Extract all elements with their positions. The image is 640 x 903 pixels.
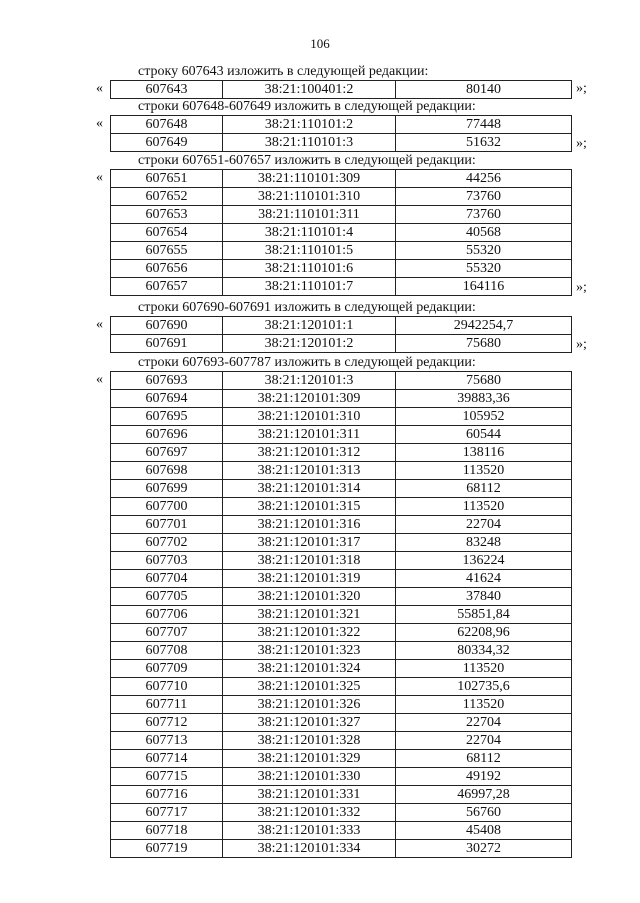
row-number-cell: 607691 xyxy=(111,335,223,353)
value-cell: 68112 xyxy=(396,750,572,768)
value-cell: 80140 xyxy=(396,81,572,99)
value-cell: 80334,32 xyxy=(396,642,572,660)
row-number-cell: 607704 xyxy=(111,570,223,588)
row-number-cell: 607696 xyxy=(111,426,223,444)
table-row xyxy=(111,516,572,534)
table-row xyxy=(111,480,572,498)
row-number-cell: 607651 xyxy=(111,170,223,188)
value-cell: 113520 xyxy=(396,660,572,678)
table-row xyxy=(111,462,572,480)
table-row xyxy=(111,260,572,278)
value-cell: 75680 xyxy=(396,335,572,353)
row-number-cell: 607706 xyxy=(111,606,223,624)
value-cell: 73760 xyxy=(396,188,572,206)
value-cell: 41624 xyxy=(396,570,572,588)
table-row xyxy=(111,750,572,768)
cadastral-number-cell: 38:21:120101:314 xyxy=(223,480,396,498)
cadastral-number-cell: 38:21:120101:332 xyxy=(223,804,396,822)
table-row xyxy=(111,116,572,134)
cadastral-number-cell: 38:21:120101:323 xyxy=(223,642,396,660)
table-row xyxy=(111,840,572,858)
close-quote: »; xyxy=(576,136,587,151)
row-number-cell: 607714 xyxy=(111,750,223,768)
value-cell: 62208,96 xyxy=(396,624,572,642)
row-number-cell: 607648 xyxy=(111,116,223,134)
row-number-cell: 607717 xyxy=(111,804,223,822)
cadastral-number-cell: 38:21:120101:312 xyxy=(223,444,396,462)
row-number-cell: 607700 xyxy=(111,498,223,516)
table-row xyxy=(111,678,572,696)
table-row xyxy=(111,624,572,642)
row-number-cell: 607643 xyxy=(111,81,223,99)
table-row xyxy=(111,81,572,99)
value-cell: 55320 xyxy=(396,242,572,260)
cadastral-number-cell: 38:21:120101:1 xyxy=(223,317,396,335)
row-number-cell: 607654 xyxy=(111,224,223,242)
value-cell: 77448 xyxy=(396,116,572,134)
value-cell: 60544 xyxy=(396,426,572,444)
value-cell: 49192 xyxy=(396,768,572,786)
value-cell: 55851,84 xyxy=(396,606,572,624)
cadastral-number-cell: 38:21:110101:309 xyxy=(223,170,396,188)
table-row xyxy=(111,242,572,260)
value-cell: 30272 xyxy=(396,840,572,858)
table-row xyxy=(111,786,572,804)
page-number: 106 xyxy=(310,36,330,51)
value-cell: 136224 xyxy=(396,552,572,570)
cadastral-number-cell: 38:21:120101:310 xyxy=(223,408,396,426)
table-row xyxy=(111,224,572,242)
close-quote: »; xyxy=(576,280,587,295)
cadastral-number-cell: 38:21:110101:4 xyxy=(223,224,396,242)
row-number-cell: 607693 xyxy=(111,372,223,390)
table-row xyxy=(111,170,572,188)
row-number-cell: 607698 xyxy=(111,462,223,480)
section-heading: строки 607690-607691 изложить в следующей редакции: xyxy=(138,300,476,315)
row-number-cell: 607709 xyxy=(111,660,223,678)
table-row xyxy=(111,696,572,714)
cadastral-number-cell: 38:21:120101:326 xyxy=(223,696,396,714)
value-cell: 55320 xyxy=(396,260,572,278)
value-cell: 83248 xyxy=(396,534,572,552)
value-cell: 45408 xyxy=(396,822,572,840)
value-cell: 2942254,7 xyxy=(396,317,572,335)
cadastral-number-cell: 38:21:110101:2 xyxy=(223,116,396,134)
table-row xyxy=(111,534,572,552)
table-row xyxy=(111,188,572,206)
open-quote: « xyxy=(96,372,103,387)
rows-table xyxy=(110,80,572,99)
cadastral-number-cell: 38:21:120101:322 xyxy=(223,624,396,642)
value-cell: 73760 xyxy=(396,206,572,224)
section-heading: строку 607643 изложить в следующей редакции: xyxy=(138,64,429,79)
value-cell: 164116 xyxy=(396,278,572,296)
cadastral-number-cell: 38:21:110101:3 xyxy=(223,134,396,152)
row-number-cell: 607711 xyxy=(111,696,223,714)
cadastral-number-cell: 38:21:120101:313 xyxy=(223,462,396,480)
value-cell: 40568 xyxy=(396,224,572,242)
value-cell: 37840 xyxy=(396,588,572,606)
row-number-cell: 607656 xyxy=(111,260,223,278)
section-heading: строки 607651-607657 изложить в следующей редакции: xyxy=(138,153,476,168)
row-number-cell: 607718 xyxy=(111,822,223,840)
row-number-cell: 607695 xyxy=(111,408,223,426)
cadastral-number-cell: 38:21:110101:5 xyxy=(223,242,396,260)
value-cell: 44256 xyxy=(396,170,572,188)
value-cell: 56760 xyxy=(396,804,572,822)
section-heading: строки 607693-607787 изложить в следующей редакции: xyxy=(138,355,476,370)
rows-table xyxy=(110,316,572,353)
open-quote: « xyxy=(96,170,103,185)
table-row xyxy=(111,768,572,786)
cadastral-number-cell: 38:21:120101:334 xyxy=(223,840,396,858)
cadastral-number-cell: 38:21:120101:321 xyxy=(223,606,396,624)
cadastral-number-cell: 38:21:120101:315 xyxy=(223,498,396,516)
table-row xyxy=(111,732,572,750)
row-number-cell: 607690 xyxy=(111,317,223,335)
table-row xyxy=(111,317,572,335)
row-number-cell: 607707 xyxy=(111,624,223,642)
cadastral-number-cell: 38:21:120101:2 xyxy=(223,335,396,353)
table-row xyxy=(111,588,572,606)
cadastral-number-cell: 38:21:120101:328 xyxy=(223,732,396,750)
row-number-cell: 607716 xyxy=(111,786,223,804)
cadastral-number-cell: 38:21:120101:327 xyxy=(223,714,396,732)
table-row xyxy=(111,498,572,516)
open-quote: « xyxy=(96,81,103,96)
value-cell: 105952 xyxy=(396,408,572,426)
value-cell: 39883,36 xyxy=(396,390,572,408)
open-quote: « xyxy=(96,317,103,332)
cadastral-number-cell: 38:21:120101:319 xyxy=(223,570,396,588)
table-row xyxy=(111,444,572,462)
table-row xyxy=(111,660,572,678)
row-number-cell: 607652 xyxy=(111,188,223,206)
row-number-cell: 607703 xyxy=(111,552,223,570)
cadastral-number-cell: 38:21:120101:329 xyxy=(223,750,396,768)
rows-table xyxy=(110,371,572,858)
rows-table xyxy=(110,115,572,152)
value-cell: 113520 xyxy=(396,462,572,480)
cadastral-number-cell: 38:21:120101:317 xyxy=(223,534,396,552)
row-number-cell: 607702 xyxy=(111,534,223,552)
row-number-cell: 607715 xyxy=(111,768,223,786)
value-cell: 46997,28 xyxy=(396,786,572,804)
row-number-cell: 607649 xyxy=(111,134,223,152)
close-quote: »; xyxy=(576,81,587,96)
open-quote: « xyxy=(96,116,103,131)
value-cell: 75680 xyxy=(396,372,572,390)
table-row xyxy=(111,552,572,570)
table-row xyxy=(111,822,572,840)
cadastral-number-cell: 38:21:120101:331 xyxy=(223,786,396,804)
row-number-cell: 607708 xyxy=(111,642,223,660)
cadastral-number-cell: 38:21:120101:318 xyxy=(223,552,396,570)
row-number-cell: 607655 xyxy=(111,242,223,260)
value-cell: 22704 xyxy=(396,516,572,534)
row-number-cell: 607719 xyxy=(111,840,223,858)
value-cell: 138116 xyxy=(396,444,572,462)
value-cell: 68112 xyxy=(396,480,572,498)
table-row xyxy=(111,206,572,224)
value-cell: 113520 xyxy=(396,696,572,714)
row-number-cell: 607694 xyxy=(111,390,223,408)
value-cell: 102735,6 xyxy=(396,678,572,696)
cadastral-number-cell: 38:21:110101:310 xyxy=(223,188,396,206)
cadastral-number-cell: 38:21:120101:320 xyxy=(223,588,396,606)
row-number-cell: 607713 xyxy=(111,732,223,750)
table-row xyxy=(111,408,572,426)
table-row xyxy=(111,714,572,732)
cadastral-number-cell: 38:21:120101:309 xyxy=(223,390,396,408)
value-cell: 22704 xyxy=(396,714,572,732)
table-row xyxy=(111,134,572,152)
row-number-cell: 607705 xyxy=(111,588,223,606)
cadastral-number-cell: 38:21:120101:324 xyxy=(223,660,396,678)
cadastral-number-cell: 38:21:120101:3 xyxy=(223,372,396,390)
value-cell: 113520 xyxy=(396,498,572,516)
value-cell: 51632 xyxy=(396,134,572,152)
close-quote: »; xyxy=(576,337,587,352)
table-row xyxy=(111,642,572,660)
table-row xyxy=(111,570,572,588)
cadastral-number-cell: 38:21:110101:7 xyxy=(223,278,396,296)
value-cell: 22704 xyxy=(396,732,572,750)
cadastral-number-cell: 38:21:120101:333 xyxy=(223,822,396,840)
row-number-cell: 607699 xyxy=(111,480,223,498)
row-number-cell: 607653 xyxy=(111,206,223,224)
cadastral-number-cell: 38:21:120101:330 xyxy=(223,768,396,786)
row-number-cell: 607657 xyxy=(111,278,223,296)
row-number-cell: 607697 xyxy=(111,444,223,462)
row-number-cell: 607701 xyxy=(111,516,223,534)
row-number-cell: 607712 xyxy=(111,714,223,732)
cadastral-number-cell: 38:21:120101:311 xyxy=(223,426,396,444)
row-number-cell: 607710 xyxy=(111,678,223,696)
table-row xyxy=(111,426,572,444)
cadastral-number-cell: 38:21:120101:325 xyxy=(223,678,396,696)
rows-table xyxy=(110,169,572,296)
table-row xyxy=(111,606,572,624)
table-row xyxy=(111,278,572,296)
cadastral-number-cell: 38:21:100401:2 xyxy=(223,81,396,99)
section-heading: строки 607648-607649 изложить в следующей редакции: xyxy=(138,99,476,114)
cadastral-number-cell: 38:21:110101:6 xyxy=(223,260,396,278)
table-row xyxy=(111,372,572,390)
table-row xyxy=(111,390,572,408)
cadastral-number-cell: 38:21:120101:316 xyxy=(223,516,396,534)
table-row xyxy=(111,335,572,353)
cadastral-number-cell: 38:21:110101:311 xyxy=(223,206,396,224)
table-row xyxy=(111,804,572,822)
